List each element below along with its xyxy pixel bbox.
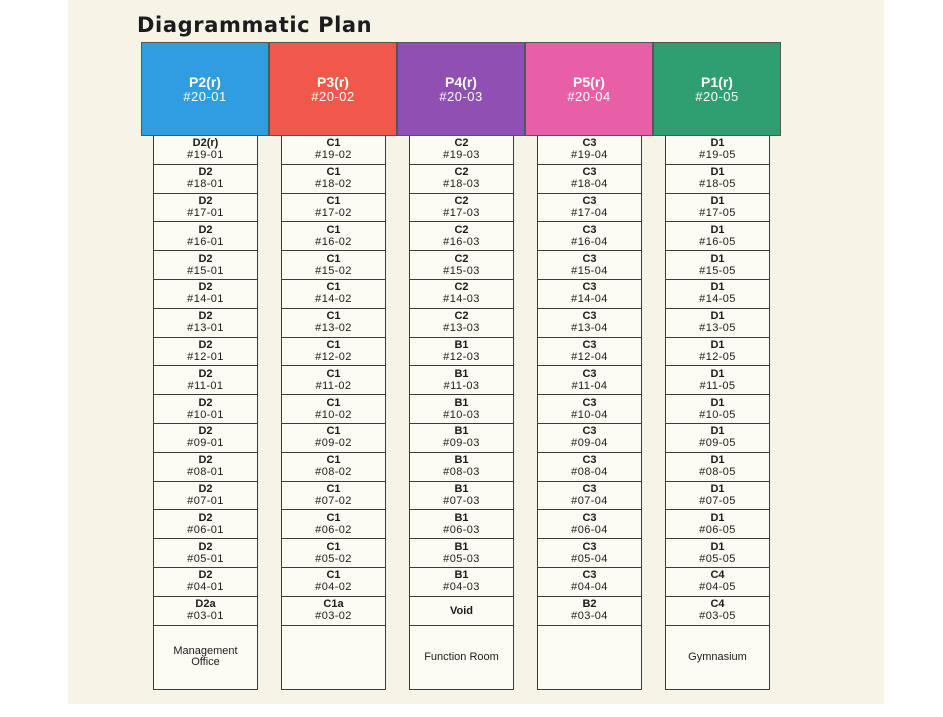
unit-code-label: #03-05 xyxy=(699,610,736,623)
unit-column xyxy=(141,42,269,690)
unit-code-label: #04-01 xyxy=(187,581,224,594)
unit-code-label: #13-01 xyxy=(187,322,224,335)
unit-cell xyxy=(666,453,769,482)
unit-code-label: #14-01 xyxy=(187,293,224,306)
ground-floor-cell xyxy=(538,626,641,690)
unit-type-label: D1 xyxy=(710,540,725,553)
ground-floor-cell: Function Room xyxy=(410,626,513,690)
unit-cell xyxy=(538,424,641,453)
unit-type-label: C3 xyxy=(582,454,597,467)
column-header-code: #20-03 xyxy=(439,88,483,104)
unit-code-label: #18-05 xyxy=(699,178,736,191)
unit-code-label: #04-04 xyxy=(571,581,608,594)
unit-code-label: #09-01 xyxy=(187,437,224,450)
unit-code-label: #05-05 xyxy=(699,552,736,565)
unit-type-label: C1 xyxy=(326,310,341,323)
unit-type-label: C4 xyxy=(710,569,725,582)
unit-type-label: D1 xyxy=(710,194,725,207)
unit-cell xyxy=(538,366,641,395)
unit-code-label: #04-05 xyxy=(699,581,736,594)
unit-cell xyxy=(282,165,385,194)
unit-code-label: #11-03 xyxy=(443,379,480,392)
unit-code-label: #12-03 xyxy=(443,350,480,363)
unit-cell xyxy=(538,510,641,539)
unit-code-label: #13-03 xyxy=(443,322,480,335)
page-title: Diagrammatic Plan xyxy=(137,13,373,37)
unit-type-label: D2 xyxy=(198,194,213,207)
unit-type-label: D2 xyxy=(198,310,213,323)
unit-cell xyxy=(154,280,257,309)
column-header-name: P3(r) xyxy=(317,73,349,90)
unit-type-label: C1 xyxy=(326,223,341,236)
unit-code-label: #06-05 xyxy=(699,523,736,536)
unit-cell xyxy=(282,222,385,251)
unit-cell xyxy=(154,568,257,597)
unit-code-label: #18-04 xyxy=(571,178,608,191)
unit-cell xyxy=(538,309,641,338)
unit-cell xyxy=(538,597,641,626)
unit-type-label: D1 xyxy=(710,223,725,236)
unit-type-label: B1 xyxy=(454,454,469,467)
unit-cell xyxy=(666,395,769,424)
unit-cell xyxy=(410,165,513,194)
unit-cell xyxy=(154,309,257,338)
unit-cell xyxy=(154,194,257,223)
unit-cell xyxy=(282,424,385,453)
unit-code-label: #19-02 xyxy=(315,149,352,162)
unit-type-label: C4 xyxy=(710,598,725,611)
unit-cell xyxy=(538,482,641,511)
unit-code-label: #19-05 xyxy=(699,149,736,162)
unit-cell xyxy=(538,539,641,568)
unit-code-label: #07-01 xyxy=(187,494,224,507)
column-header-name: P4(r) xyxy=(445,73,477,90)
unit-code-label: #05-04 xyxy=(571,552,608,565)
unit-code-label: #06-01 xyxy=(187,523,224,536)
unit-type-label: D1 xyxy=(710,482,725,495)
unit-cell xyxy=(154,510,257,539)
unit-type-label: D1 xyxy=(710,166,725,179)
unit-code-label: #11-04 xyxy=(571,379,608,392)
unit-code-label: #11-02 xyxy=(315,379,352,392)
unit-type-label: C2 xyxy=(454,166,469,179)
unit-cell xyxy=(282,482,385,511)
unit-code-label: #10-02 xyxy=(315,408,352,421)
column-header xyxy=(653,42,781,136)
unit-code-label: #15-02 xyxy=(315,264,352,277)
unit-type-label: C2 xyxy=(454,137,469,150)
ground-floor-cell: Management Office xyxy=(154,626,257,690)
unit-cell-list xyxy=(409,136,514,690)
unit-code-label: #19-03 xyxy=(443,149,480,162)
unit-type-label: C3 xyxy=(582,540,597,553)
unit-type-label: D2 xyxy=(198,454,213,467)
unit-type-label: B1 xyxy=(454,482,469,495)
unit-code-label: #15-03 xyxy=(443,264,480,277)
unit-code-label: #13-05 xyxy=(699,322,736,335)
column-header-code: #20-02 xyxy=(311,88,355,104)
unit-cell xyxy=(666,251,769,280)
unit-type-label: C1 xyxy=(326,425,341,438)
unit-cell xyxy=(154,222,257,251)
unit-type-label: C3 xyxy=(582,569,597,582)
unit-cell xyxy=(154,165,257,194)
unit-type-label: C3 xyxy=(582,137,597,150)
unit-cell-list xyxy=(537,136,642,690)
unit-cell xyxy=(666,222,769,251)
unit-type-label: C2 xyxy=(454,281,469,294)
unit-code-label: #16-03 xyxy=(443,235,480,248)
unit-cell xyxy=(282,309,385,338)
unit-cell xyxy=(410,539,513,568)
unit-column xyxy=(525,42,653,690)
unit-type-label: C1a xyxy=(323,598,344,611)
unit-cell xyxy=(282,280,385,309)
column-header-name: P2(r) xyxy=(189,73,221,90)
unit-cell xyxy=(154,366,257,395)
unit-code-label: #08-05 xyxy=(699,466,736,479)
unit-type-label: C1 xyxy=(326,194,341,207)
unit-code-label: #16-02 xyxy=(315,235,352,248)
ground-floor-cell: Gymnasium xyxy=(666,626,769,690)
unit-cell xyxy=(410,366,513,395)
unit-cell xyxy=(410,510,513,539)
unit-code-label: #05-02 xyxy=(315,552,352,565)
unit-code-label: #06-03 xyxy=(443,523,480,536)
unit-code-label: #03-04 xyxy=(571,610,608,623)
unit-code-label: #18-02 xyxy=(315,178,352,191)
unit-type-label: C3 xyxy=(582,482,597,495)
column-header xyxy=(397,42,525,136)
unit-cell xyxy=(282,597,385,626)
unit-cell xyxy=(410,280,513,309)
unit-code-label: #16-05 xyxy=(699,235,736,248)
unit-type-label: D1 xyxy=(710,137,725,150)
unit-type-label: C3 xyxy=(582,281,597,294)
unit-type-label: C1 xyxy=(326,396,341,409)
unit-cell xyxy=(154,597,257,626)
unit-cell xyxy=(538,280,641,309)
unit-code-label: #05-03 xyxy=(443,552,480,565)
unit-code-label: #08-01 xyxy=(187,466,224,479)
column-header xyxy=(269,42,397,136)
unit-cell xyxy=(410,424,513,453)
unit-cell xyxy=(666,366,769,395)
unit-code-label: #12-04 xyxy=(571,350,608,363)
unit-code-label: #18-01 xyxy=(187,178,224,191)
unit-cell xyxy=(410,482,513,511)
unit-type-label: C2 xyxy=(454,194,469,207)
unit-cell xyxy=(666,510,769,539)
unit-type-label: B1 xyxy=(454,540,469,553)
unit-cell xyxy=(538,165,641,194)
unit-cell xyxy=(538,395,641,424)
unit-cell xyxy=(410,222,513,251)
unit-code-label: #15-04 xyxy=(571,264,608,277)
unit-type-label: B1 xyxy=(454,367,469,380)
unit-type-label: Void xyxy=(449,604,473,617)
unit-cell-list xyxy=(665,136,770,690)
unit-type-label: D2 xyxy=(198,511,213,524)
unit-code-label: #17-02 xyxy=(315,206,352,219)
unit-type-label: B1 xyxy=(454,511,469,524)
unit-type-label: D2 xyxy=(198,281,213,294)
unit-cell xyxy=(410,309,513,338)
unit-cell xyxy=(666,424,769,453)
unit-cell xyxy=(282,251,385,280)
unit-cell xyxy=(410,395,513,424)
unit-type-label: D1 xyxy=(710,367,725,380)
unit-type-label: C3 xyxy=(582,166,597,179)
unit-type-label: C2 xyxy=(454,310,469,323)
unit-type-label: C1 xyxy=(326,281,341,294)
unit-code-label: #04-02 xyxy=(315,581,352,594)
unit-type-label: C1 xyxy=(326,540,341,553)
unit-type-label: D2 xyxy=(198,367,213,380)
unit-type-label: D2 xyxy=(198,338,213,351)
unit-code-label: #07-05 xyxy=(699,494,736,507)
unit-code-label: #10-01 xyxy=(187,408,224,421)
unit-type-label: C1 xyxy=(326,482,341,495)
unit-code-label: #10-03 xyxy=(443,408,480,421)
unit-type-label: C2 xyxy=(454,252,469,265)
unit-code-label: #14-04 xyxy=(571,293,608,306)
unit-code-label: #16-01 xyxy=(187,235,224,248)
column-header-code: #20-04 xyxy=(567,88,611,104)
unit-cell xyxy=(538,338,641,367)
unit-type-label: D2 xyxy=(198,482,213,495)
unit-type-label: C3 xyxy=(582,367,597,380)
unit-code-label: #11-01 xyxy=(187,379,224,392)
unit-type-label: D1 xyxy=(710,511,725,524)
unit-code-label: #07-03 xyxy=(443,494,480,507)
unit-code-label: #17-05 xyxy=(699,206,736,219)
unit-cell xyxy=(282,510,385,539)
unit-type-label: C1 xyxy=(326,454,341,467)
unit-cell xyxy=(154,482,257,511)
unit-cell xyxy=(666,338,769,367)
unit-cell xyxy=(538,222,641,251)
unit-code-label: #16-04 xyxy=(571,235,608,248)
unit-cell xyxy=(282,338,385,367)
unit-cell xyxy=(154,424,257,453)
unit-code-label: #13-04 xyxy=(571,322,608,335)
unit-code-label: #10-05 xyxy=(699,408,736,421)
unit-cell xyxy=(410,136,513,165)
unit-code-label: #17-01 xyxy=(187,206,224,219)
unit-type-label: B1 xyxy=(454,569,469,582)
unit-cell xyxy=(538,194,641,223)
unit-type-label: D2 xyxy=(198,425,213,438)
unit-column xyxy=(653,42,781,690)
unit-cell xyxy=(410,453,513,482)
unit-type-label: D2 xyxy=(198,540,213,553)
unit-code-label: #19-01 xyxy=(187,149,224,162)
unit-cell xyxy=(154,395,257,424)
unit-code-label: #06-02 xyxy=(315,523,352,536)
unit-code-label: #17-03 xyxy=(443,206,480,219)
unit-code-label: #03-01 xyxy=(187,610,224,623)
unit-code-label: #09-03 xyxy=(443,437,480,450)
unit-cell xyxy=(666,280,769,309)
unit-code-label: #03-02 xyxy=(315,610,352,623)
unit-type-label: C3 xyxy=(582,223,597,236)
unit-cell xyxy=(282,366,385,395)
unit-code-label: #04-03 xyxy=(443,581,480,594)
unit-code-label: #19-04 xyxy=(571,149,608,162)
unit-type-label: C3 xyxy=(582,425,597,438)
unit-code-label: #09-05 xyxy=(699,437,736,450)
unit-code-label: #15-01 xyxy=(187,264,224,277)
unit-cell xyxy=(538,453,641,482)
unit-cell xyxy=(410,338,513,367)
unit-cell xyxy=(666,309,769,338)
unit-code-label: #14-02 xyxy=(315,293,352,306)
unit-cell xyxy=(538,251,641,280)
unit-type-label: D1 xyxy=(710,252,725,265)
unit-type-label: C3 xyxy=(582,252,597,265)
unit-code-label: #18-03 xyxy=(443,178,480,191)
unit-cell xyxy=(282,395,385,424)
unit-cell xyxy=(666,597,769,626)
unit-code-label: #14-05 xyxy=(699,293,736,306)
unit-cell-list xyxy=(153,136,258,690)
unit-type-label: C3 xyxy=(582,194,597,207)
unit-cell xyxy=(282,453,385,482)
unit-cell xyxy=(154,251,257,280)
unit-cell xyxy=(410,194,513,223)
unit-code-label: #08-04 xyxy=(571,466,608,479)
unit-type-label: C2 xyxy=(454,223,469,236)
unit-code-label: #07-02 xyxy=(315,494,352,507)
unit-cell xyxy=(666,165,769,194)
column-header-code: #20-05 xyxy=(695,88,739,104)
unit-type-label: C1 xyxy=(326,338,341,351)
unit-type-label: C1 xyxy=(326,511,341,524)
unit-type-label: B2 xyxy=(582,598,597,611)
unit-cell xyxy=(410,597,513,626)
unit-type-label: D1 xyxy=(710,454,725,467)
unit-code-label: #10-04 xyxy=(571,408,608,421)
unit-cell xyxy=(666,568,769,597)
unit-cell xyxy=(666,482,769,511)
unit-cell xyxy=(282,136,385,165)
unit-cell xyxy=(538,568,641,597)
unit-code-label: #08-03 xyxy=(443,466,480,479)
unit-code-label: #17-04 xyxy=(571,206,608,219)
unit-code-label: #13-02 xyxy=(315,322,352,335)
unit-cell xyxy=(666,136,769,165)
unit-cell xyxy=(666,539,769,568)
column-header-code: #20-01 xyxy=(183,88,227,104)
unit-cell xyxy=(538,136,641,165)
unit-cell xyxy=(666,194,769,223)
unit-column xyxy=(269,42,397,690)
ground-floor-cell xyxy=(282,626,385,690)
unit-type-label: B1 xyxy=(454,338,469,351)
unit-type-label: B1 xyxy=(454,396,469,409)
unit-cell xyxy=(410,251,513,280)
unit-type-label: D2(r) xyxy=(192,137,219,150)
unit-type-label: C3 xyxy=(582,511,597,524)
unit-code-label: #06-04 xyxy=(571,523,608,536)
column-header-name: P1(r) xyxy=(701,73,733,90)
unit-code-label: #14-03 xyxy=(443,293,480,306)
column-header-name: P5(r) xyxy=(573,73,605,90)
unit-type-label: D2 xyxy=(198,569,213,582)
unit-type-label: D2a xyxy=(195,598,216,611)
unit-type-label: D1 xyxy=(710,396,725,409)
unit-type-label: D2 xyxy=(198,396,213,409)
unit-cell xyxy=(282,539,385,568)
column-header xyxy=(525,42,653,136)
unit-code-label: #07-04 xyxy=(571,494,608,507)
unit-cell-list xyxy=(281,136,386,690)
unit-type-label: C1 xyxy=(326,569,341,582)
unit-type-label: D1 xyxy=(710,310,725,323)
unit-code-label: #11-05 xyxy=(699,379,736,392)
unit-type-label: C1 xyxy=(326,166,341,179)
unit-code-label: #09-02 xyxy=(315,437,352,450)
unit-code-label: #12-05 xyxy=(699,350,736,363)
column-header xyxy=(141,42,269,136)
unit-type-label: C3 xyxy=(582,338,597,351)
unit-code-label: #09-04 xyxy=(571,437,608,450)
unit-cell xyxy=(282,194,385,223)
unit-cell xyxy=(410,568,513,597)
unit-type-label: B1 xyxy=(454,425,469,438)
unit-code-label: #05-01 xyxy=(187,552,224,565)
unit-type-label: C3 xyxy=(582,310,597,323)
unit-cell xyxy=(154,136,257,165)
unit-type-label: D1 xyxy=(710,425,725,438)
unit-type-label: D2 xyxy=(198,223,213,236)
unit-code-label: #12-02 xyxy=(315,350,352,363)
unit-code-label: #15-05 xyxy=(699,264,736,277)
unit-type-label: C1 xyxy=(326,367,341,380)
unit-cell xyxy=(154,453,257,482)
unit-code-label: #12-01 xyxy=(187,350,224,363)
unit-code-label: #08-02 xyxy=(315,466,352,479)
unit-type-label: C1 xyxy=(326,252,341,265)
unit-cell xyxy=(154,338,257,367)
unit-column xyxy=(397,42,525,690)
unit-cell xyxy=(282,568,385,597)
unit-type-label: C3 xyxy=(582,396,597,409)
unit-type-label: C1 xyxy=(326,137,341,150)
unit-type-label: D1 xyxy=(710,338,725,351)
unit-type-label: D1 xyxy=(710,281,725,294)
unit-cell xyxy=(154,539,257,568)
unit-type-label: D2 xyxy=(198,252,213,265)
unit-type-label: D2 xyxy=(198,166,213,179)
